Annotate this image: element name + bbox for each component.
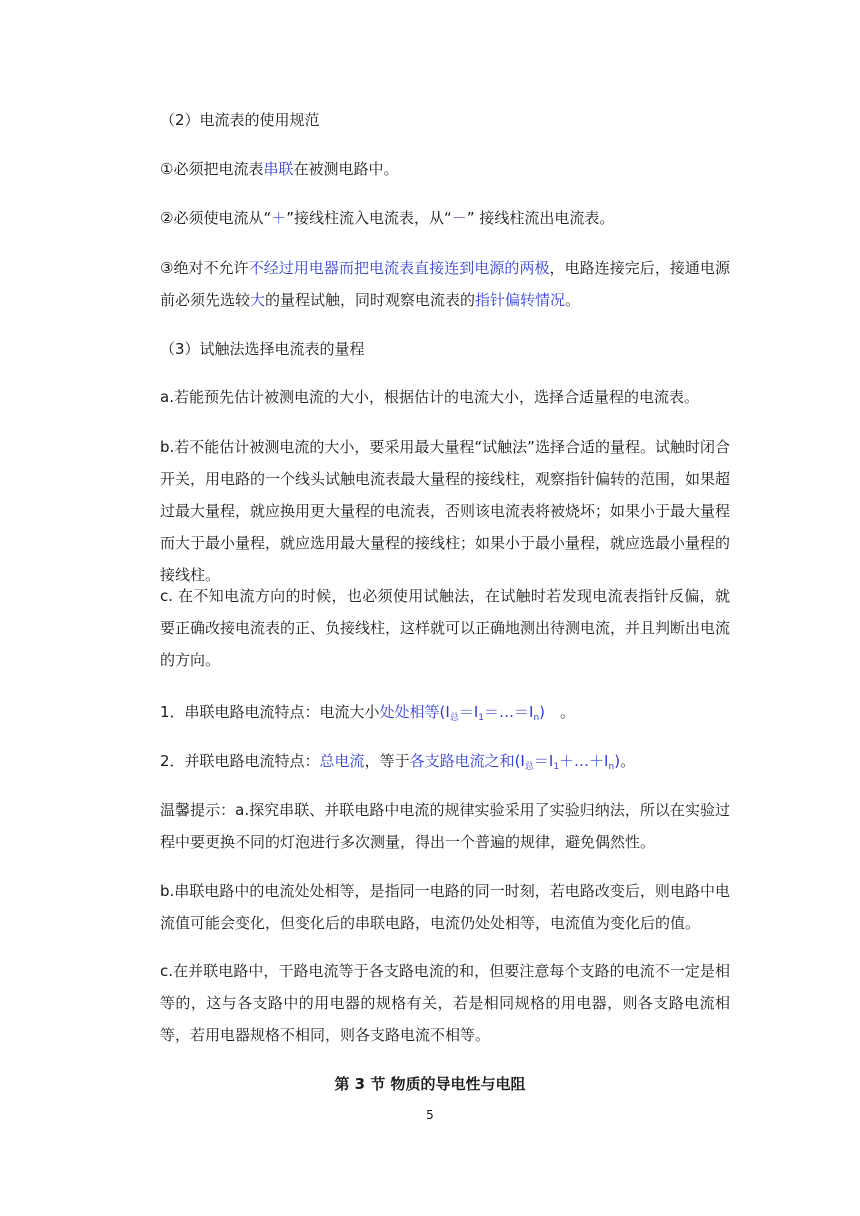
subsection-title-2: （2）电流表的使用规范: [160, 111, 320, 129]
paragraph-b: b.若不能估计被测电流的大小，要采用最大量程“试触法”选择合适的量程。试触时闭合开关，用电路的一个线头试触电流表最大量程的接线柱，观察指针偏转的范围，如果超过最大量程，就应换用更大量程的电流表，否则该电流表将被烧坏；如果小于最大量程而大于最小量程，就应选用最大量程的接线柱；如果小于最小量程，就应选最小量程的接线柱。: [160, 438, 731, 584]
tip-c: c.在并联电路中，干路电流等于各支路电流的和，但要注意每个支路的电流不一定是相等的，这与各支路中的用电器的规格有关，若是相同规格的用电器，则各支路电流相等，若用电器规格不相同，则各支路电流不相等。: [160, 962, 730, 1044]
section-heading: 第 3 节 物质的导电性与电阻: [334, 1075, 526, 1093]
paragraph-c: c. 在不知电流方向的时候，也必须使用试触法，在试触时若发现电流表指针反偏，就要正确改接电流表的正、负接线柱，这样就可以正确地测出待测电流，并且判断出电流的方向。: [160, 587, 731, 669]
rule-1: ①必须把电流表串联在被测电路中。: [160, 160, 399, 178]
tip-a: 温馨提示：a.探究串联、并联电路中电流的规律实验采用了实验归纳法，所以在实验过程中要更换不同的灯泡进行多次测量，得出一个普遍的规律，避免偶然性。: [160, 801, 730, 851]
page-number: 5: [426, 1108, 434, 1122]
parallel-current-rule: 2．并联电路电流特点：总电流，等于各支路电流之和$(I_总=I_1+\dots+I_n)$。: [160, 752, 636, 772]
series-current-rule: 1．串联电路电流特点：电流大小处处相等$(I_总=I_1=\dots=I_n)$ 。: [160, 703, 576, 723]
rule-3: ③绝对不允许不经过用电器而把电流表直接连到电源的两极，电路连接完后，接通电源前必须先选较大的量程试触，同时观察电流表的指针偏转情况。: [160, 259, 730, 309]
subsection-title-3: （3）试触法选择电流表的量程: [160, 340, 365, 358]
rule-2: ②必须使电流从“＋”接线柱流入电流表，从“－” 接线柱流出电流表。: [160, 209, 615, 227]
paragraph-a: a.若能预先估计被测电流的大小，根据估计的电流大小，选择合适量程的电流表。: [160, 388, 699, 406]
tip-b: b.串联电路中的电流处处相等，是指同一电路的同一时刻，若电路改变后，则电路中电流值可能会变化，但变化后的串联电路，电流仍处处相等，电流值为变化后的值。: [160, 882, 730, 932]
